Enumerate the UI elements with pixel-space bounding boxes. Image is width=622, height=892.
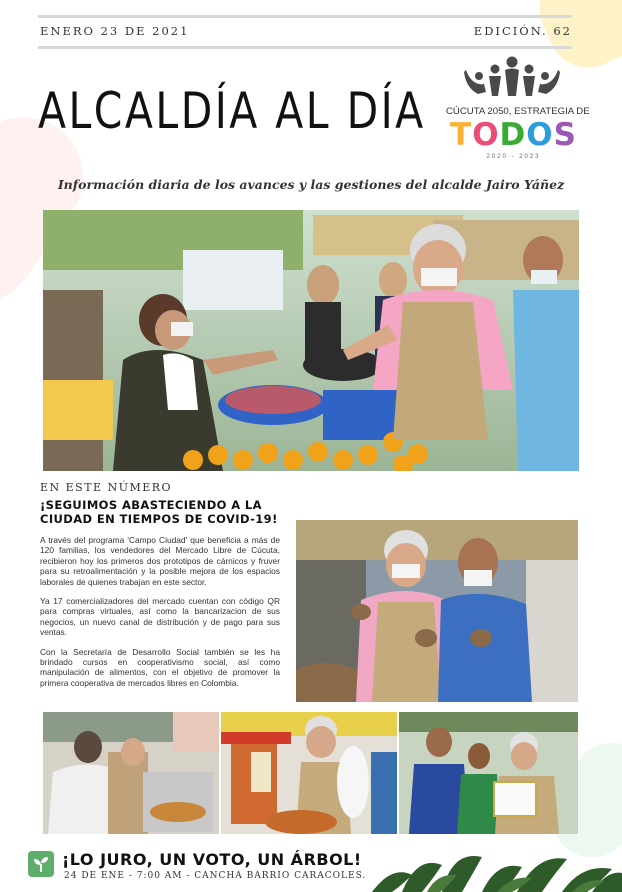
article-paragraph: Con la Secretaría de Desarrollo Social también se les ha brindado cursos en cooperativismo social, así como manipulación de alimentos, con el objetivo de promover la primera cooperativa de mercados libres en Colombia. [40, 646, 280, 688]
logo-years: 2020 - 2023 [486, 154, 541, 160]
hero-photo [43, 210, 579, 471]
event-title: ¡LO JURO, UN VOTO, UN ÁRBOL! [62, 850, 362, 869]
article-photo-potatoes [296, 520, 578, 702]
header-meta [40, 24, 572, 38]
logo-wordmark: TODOS [450, 117, 577, 153]
photo-certificate [399, 712, 578, 834]
sprout-icon [28, 851, 54, 877]
article-paragraph: A través del programa 'Campo Ciudad' que beneficia a más de 120 familias, los vendedores del Mercado Libre de Cúcuta, recibieron hoy los primeros dos prototipos de cárnicos y fruver para su retroalimentación y la posible mejora de los espacios laborales de quienes trabajan en este sector. [40, 535, 280, 587]
edition-number: EDICIÓN. 62 [473, 24, 572, 38]
newsletter-title: ALCALDÍA AL DÍA [38, 82, 426, 140]
todos-logo [446, 56, 590, 166]
photo-food-cart [221, 712, 397, 834]
photo-food-stall [43, 712, 219, 834]
issue-date: ENERO 23 DE 2021 [40, 24, 190, 38]
article-body [40, 535, 280, 697]
people-logo-icon [462, 56, 562, 102]
section-label: EN ESTE NÚMERO [40, 481, 173, 494]
article-paragraph: Ya 17 comercializadores del mercado cuentan con código QR para compras virtuales, así como la bancarizacion de sus negocios, un nuevo canal de distribución y de pago para sus ventas. [40, 596, 280, 638]
header-rule [38, 46, 572, 49]
newsletter-subtitle: Información diaria de los avances y las gestiones del alcalde Jairo Yáñez [57, 177, 565, 192]
leaves-decoration-icon [372, 845, 622, 892]
event-details: 24 DE ENE - 7:00 AM - CANCHA BARRIO CARACOLES. [64, 871, 367, 881]
logo-tagline: CÚCUTA 2050, ESTRATEGIA DE [446, 106, 590, 117]
article-headline: ¡SEGUIMOS ABASTECIENDO A LA CIUDAD EN TIEMPOS DE COVID-19! [40, 498, 278, 526]
top-rule [38, 15, 572, 18]
